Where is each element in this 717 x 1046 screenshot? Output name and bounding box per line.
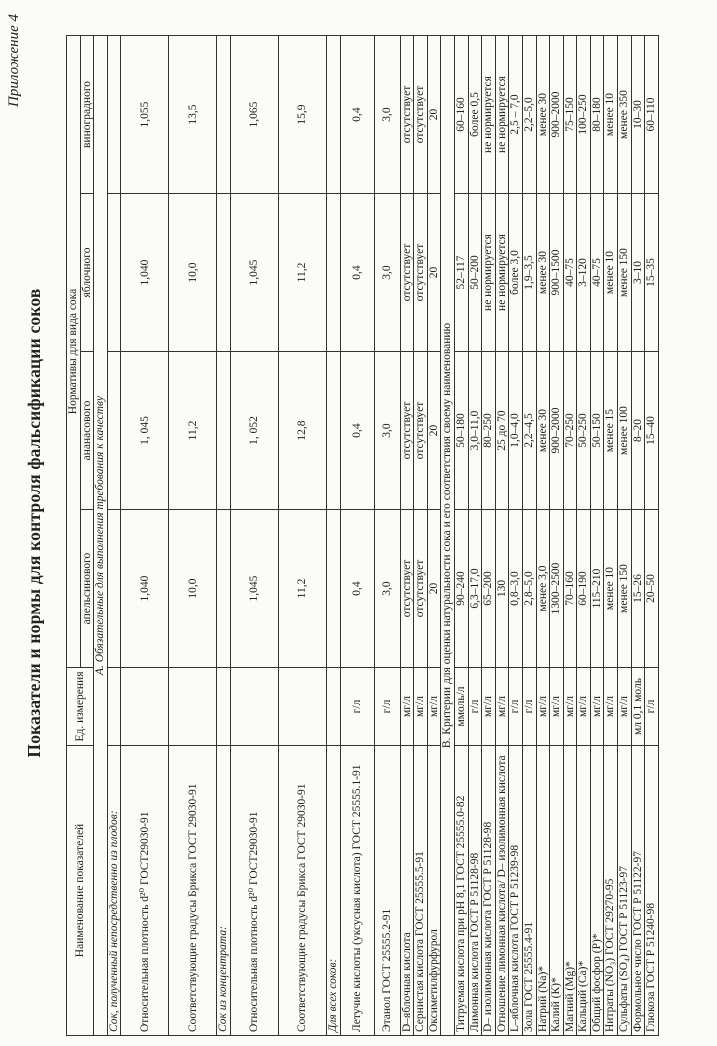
cell-pineapple: 0,4 xyxy=(340,352,374,510)
cell-grape: не нормируется xyxy=(482,35,496,193)
row-unit: г/л xyxy=(522,668,536,746)
row-unit xyxy=(121,668,169,746)
cell-grape: 2,2–5,0 xyxy=(522,35,536,193)
row-name: Кальций (Са)* xyxy=(577,746,591,1036)
cell-grape: 1,065 xyxy=(230,35,278,193)
cell-grape: не нормируется xyxy=(495,35,509,193)
row-unit: мг/л xyxy=(590,668,604,746)
cell-apple: 10,0 xyxy=(169,194,217,352)
row-unit: мг/л xyxy=(427,668,441,746)
cell-grape: отсутствует xyxy=(414,35,428,193)
cell-pineapple: 70–250 xyxy=(563,352,577,510)
cell-apple: 900–1500 xyxy=(550,194,564,352)
table-row xyxy=(121,35,169,1035)
cell-pineapple: отсутствует xyxy=(400,352,414,510)
cell-apple: 1,040 xyxy=(121,194,169,352)
row-name: Сульфаты (SO₄) ГОСТ Р 51123-97 xyxy=(618,746,632,1036)
cell-apple: 3,0 xyxy=(374,194,400,352)
row-unit xyxy=(169,668,217,746)
cell-grape: менее 350 xyxy=(618,35,632,193)
cell-orange: отсутствует xyxy=(414,510,428,668)
row-unit: мг/л xyxy=(536,668,550,746)
table-row xyxy=(536,35,550,1035)
cell-orange: 1,045 xyxy=(230,510,278,668)
cell-orange: 65–200 xyxy=(482,510,496,668)
row-unit: мг/л xyxy=(563,668,577,746)
cell-apple: 40–75 xyxy=(590,194,604,352)
cell-orange: 15–26 xyxy=(631,510,645,668)
row-name: Оксиметилфурфурол xyxy=(427,746,441,1036)
cell-grape: 0,4 xyxy=(340,35,374,193)
table-row xyxy=(427,35,441,1035)
cell-pineapple: 1,0–4,0 xyxy=(509,352,523,510)
cell-apple: 20 xyxy=(427,194,441,352)
cell-grape: 900–2000 xyxy=(550,35,564,193)
cell-grape: 13,5 xyxy=(169,35,217,193)
section-a-heading: А. Обязательные для выполнения требования к качеству xyxy=(94,35,108,1035)
cell-orange: 70–160 xyxy=(563,510,577,668)
cell-grape: 20 xyxy=(427,35,441,193)
cell-orange: 0,4 xyxy=(340,510,374,668)
cell-pineapple: 3,0 xyxy=(374,352,400,510)
table-row xyxy=(577,35,591,1035)
row-name: Относительная плотность d²⁰ ГОСТ29030-91 xyxy=(121,746,169,1036)
row-name: D– изолимонная кислота ГОСТ Р 51128-98 xyxy=(482,746,496,1036)
row-unit: мг/л xyxy=(618,668,632,746)
row-name: Относительная плотность d²⁰ ГОСТ29030-91 xyxy=(230,746,278,1036)
row-name: Сернистая кислота ГОСТ 25555.5-91 xyxy=(414,746,428,1036)
table-row xyxy=(509,35,523,1035)
cell-pineapple: 80–250 xyxy=(482,352,496,510)
cell-orange: 20 xyxy=(427,510,441,668)
cell-apple: не нормируется xyxy=(482,194,496,352)
table-row xyxy=(645,35,659,1035)
cell-grape: более 0,5 xyxy=(468,35,482,193)
cell-grape: 1,055 xyxy=(121,35,169,193)
norms-table xyxy=(66,35,659,1036)
header-unit: Ед. измерения xyxy=(67,668,94,746)
row-unit: г/л xyxy=(340,668,374,746)
cell-apple: 50–200 xyxy=(468,194,482,352)
cell-pineapple: 1, 045 xyxy=(121,352,169,510)
cell-apple: менее 150 xyxy=(618,194,632,352)
cell-pineapple: 25 до 70 xyxy=(495,352,509,510)
cell-pineapple: 3,0–11,0 xyxy=(468,352,482,510)
row-name: Зола ГОСТ 25555.4-91 xyxy=(522,746,536,1036)
cell-pineapple: 11,2 xyxy=(169,352,217,510)
table-row xyxy=(230,35,278,1035)
cell-orange: 3,0 xyxy=(374,510,400,668)
table-row xyxy=(340,35,374,1035)
row-name: L–яблочная кислота ГОСТ Р 51239-98 xyxy=(509,746,523,1036)
page-title: Показатели и нормы для контроля фальсификации соков xyxy=(24,288,44,758)
row-unit: мг/л xyxy=(577,668,591,746)
table-row xyxy=(563,35,577,1035)
all-juices-subheading: Для всех соков: xyxy=(326,746,340,1036)
table-row xyxy=(169,35,217,1035)
cell-apple: 1,9–3,5 xyxy=(522,194,536,352)
cell-grape: менее 10 xyxy=(604,35,618,193)
row-unit: мг/л xyxy=(414,668,428,746)
appendix-label: Приложение 4 xyxy=(6,14,22,107)
col-pineapple: ананасового xyxy=(80,352,94,510)
row-unit: г/л xyxy=(468,668,482,746)
cell-orange: 1,040 xyxy=(121,510,169,668)
row-name: Натрий (Na)* xyxy=(536,746,550,1036)
row-unit: мг/л xyxy=(495,668,509,746)
table-row xyxy=(590,35,604,1035)
cell-apple: 3–120 xyxy=(577,194,591,352)
cell-grape: отсутствует xyxy=(400,35,414,193)
row-unit: мг/л xyxy=(400,668,414,746)
cell-pineapple: менее 100 xyxy=(618,352,632,510)
cell-pineapple: 50–180 xyxy=(454,352,468,510)
cell-orange: 90–240 xyxy=(454,510,468,668)
row-name: Глюкоза ГОСТ Р 51240-98 xyxy=(645,746,659,1036)
cell-pineapple: менее 30 xyxy=(536,352,550,510)
cell-pineapple: 12,8 xyxy=(278,352,326,510)
cell-grape: 3,0 xyxy=(374,35,400,193)
cell-grape: 100–250 xyxy=(577,35,591,193)
table-row xyxy=(400,35,414,1035)
cell-pineapple: отсутствует xyxy=(414,352,428,510)
cell-apple: 3–10 xyxy=(631,194,645,352)
cell-orange: 6,3–17,0 xyxy=(468,510,482,668)
row-name: Летучие кислоты (уксусная кислота) ГОСТ 25555.1-91 xyxy=(340,746,374,1036)
cell-pineapple: 2,2–4,5 xyxy=(522,352,536,510)
cell-pineapple: 8–20 xyxy=(631,352,645,510)
cell-orange: 20–50 xyxy=(645,510,659,668)
col-apple: яблочного xyxy=(80,194,94,352)
col-orange: апельсинового xyxy=(80,510,94,668)
table-row xyxy=(278,35,326,1035)
cell-apple: менее 30 xyxy=(536,194,550,352)
cell-apple: отсутствует xyxy=(414,194,428,352)
concentrate-subheading: Сок из концентрата: xyxy=(217,746,231,1036)
cell-orange: 115–210 xyxy=(590,510,604,668)
cell-pineapple: менее 15 xyxy=(604,352,618,510)
cell-orange: 1300–2500 xyxy=(550,510,564,668)
table-row xyxy=(618,35,632,1035)
cell-apple: не нормируется xyxy=(495,194,509,352)
table-row xyxy=(495,35,509,1035)
table-row xyxy=(468,35,482,1035)
direct-subheading: Сок, полученный непосредственно из плодов: xyxy=(107,746,121,1036)
cell-grape: 2,5 – 7,0 xyxy=(509,35,523,193)
cell-grape: 60–160 xyxy=(454,35,468,193)
cell-orange: менее 3,0 xyxy=(536,510,550,668)
header-row xyxy=(67,35,81,1035)
row-name: Отношение лимонная кислота/ D– изолимонная кислота xyxy=(495,746,509,1036)
cell-orange: 11,2 xyxy=(278,510,326,668)
cell-pineapple: 1, 052 xyxy=(230,352,278,510)
cell-grape: 80–180 xyxy=(590,35,604,193)
row-name: Лимонная кислота ГОСТ Р 51128-98 xyxy=(468,746,482,1036)
cell-apple: 1,045 xyxy=(230,194,278,352)
row-unit: мг/л xyxy=(482,668,496,746)
cell-orange: 130 xyxy=(495,510,509,668)
row-name: Этанол ГОСТ 25555.2-91 xyxy=(374,746,400,1036)
cell-apple: 40–75 xyxy=(563,194,577,352)
cell-apple: 0,4 xyxy=(340,194,374,352)
table-row xyxy=(482,35,496,1035)
cell-orange: 60–190 xyxy=(577,510,591,668)
cell-apple: более 3,0 xyxy=(509,194,523,352)
table-row xyxy=(631,35,645,1035)
cell-apple: менее 10 xyxy=(604,194,618,352)
row-unit: мг/л xyxy=(604,668,618,746)
cell-orange: 10,0 xyxy=(169,510,217,668)
table-row xyxy=(604,35,618,1035)
section-b-heading: В. Критерии для оценки натуральности сока и его соответствия своему наименованию xyxy=(441,35,455,1035)
cell-grape: менее 30 xyxy=(536,35,550,193)
cell-orange: 2,8–5,0 xyxy=(522,510,536,668)
cell-orange: 0,8–3,0 xyxy=(509,510,523,668)
table-row xyxy=(522,35,536,1035)
row-unit xyxy=(230,668,278,746)
cell-orange: менее 10 xyxy=(604,510,618,668)
row-name: Общий фосфор (Р)* xyxy=(590,746,604,1036)
table-row xyxy=(414,35,428,1035)
cell-apple: 15–35 xyxy=(645,194,659,352)
header-name: Наименование показателей xyxy=(67,746,94,1036)
cell-orange: менее 150 xyxy=(618,510,632,668)
cell-pineapple: 50–150 xyxy=(590,352,604,510)
cell-apple: 52–117 xyxy=(454,194,468,352)
table-row xyxy=(374,35,400,1035)
cell-grape: 60–110 xyxy=(645,35,659,193)
cell-pineapple: 900–2000 xyxy=(550,352,564,510)
cell-grape: 10–30 xyxy=(631,35,645,193)
cell-apple: 11,2 xyxy=(278,194,326,352)
table-row xyxy=(550,35,564,1035)
cell-apple: отсутствует xyxy=(400,194,414,352)
row-unit: г/л xyxy=(509,668,523,746)
row-unit: г/л xyxy=(645,668,659,746)
cell-pineapple: 50–250 xyxy=(577,352,591,510)
row-name: Титруемая кислота при рН 8,1 ГОСТ 25555.0-82 xyxy=(454,746,468,1036)
col-grape: виноградного xyxy=(80,35,94,193)
cell-grape: 75–150 xyxy=(563,35,577,193)
cell-orange: отсутствует xyxy=(400,510,414,668)
cell-pineapple: 15–40 xyxy=(645,352,659,510)
row-name: Калий (К)* xyxy=(550,746,564,1036)
row-name: Соответствующие градусы Брикса ГОСТ 29030-91 xyxy=(278,746,326,1036)
row-name: Формольное число ГОСТ Р 51122-97 xyxy=(631,746,645,1036)
row-name: Соответствующие градусы Брикса ГОСТ 29030-91 xyxy=(169,746,217,1036)
header-norms: Нормативы для вида сока xyxy=(67,35,81,667)
row-name: Магний (Mg)* xyxy=(563,746,577,1036)
cell-pineapple: 20 xyxy=(427,352,441,510)
row-name: D–яблочная кислота xyxy=(400,746,414,1036)
row-unit xyxy=(278,668,326,746)
row-name: Нитраты (NO₃) ГОСТ 29270-95 xyxy=(604,746,618,1036)
row-unit: мл 0,1 моль xyxy=(631,668,645,746)
row-unit: г/л xyxy=(374,668,400,746)
row-unit: ммоль/л xyxy=(454,668,468,746)
cell-grape: 15,9 xyxy=(278,35,326,193)
row-unit: мг/л xyxy=(550,668,564,746)
table-row xyxy=(454,35,468,1035)
